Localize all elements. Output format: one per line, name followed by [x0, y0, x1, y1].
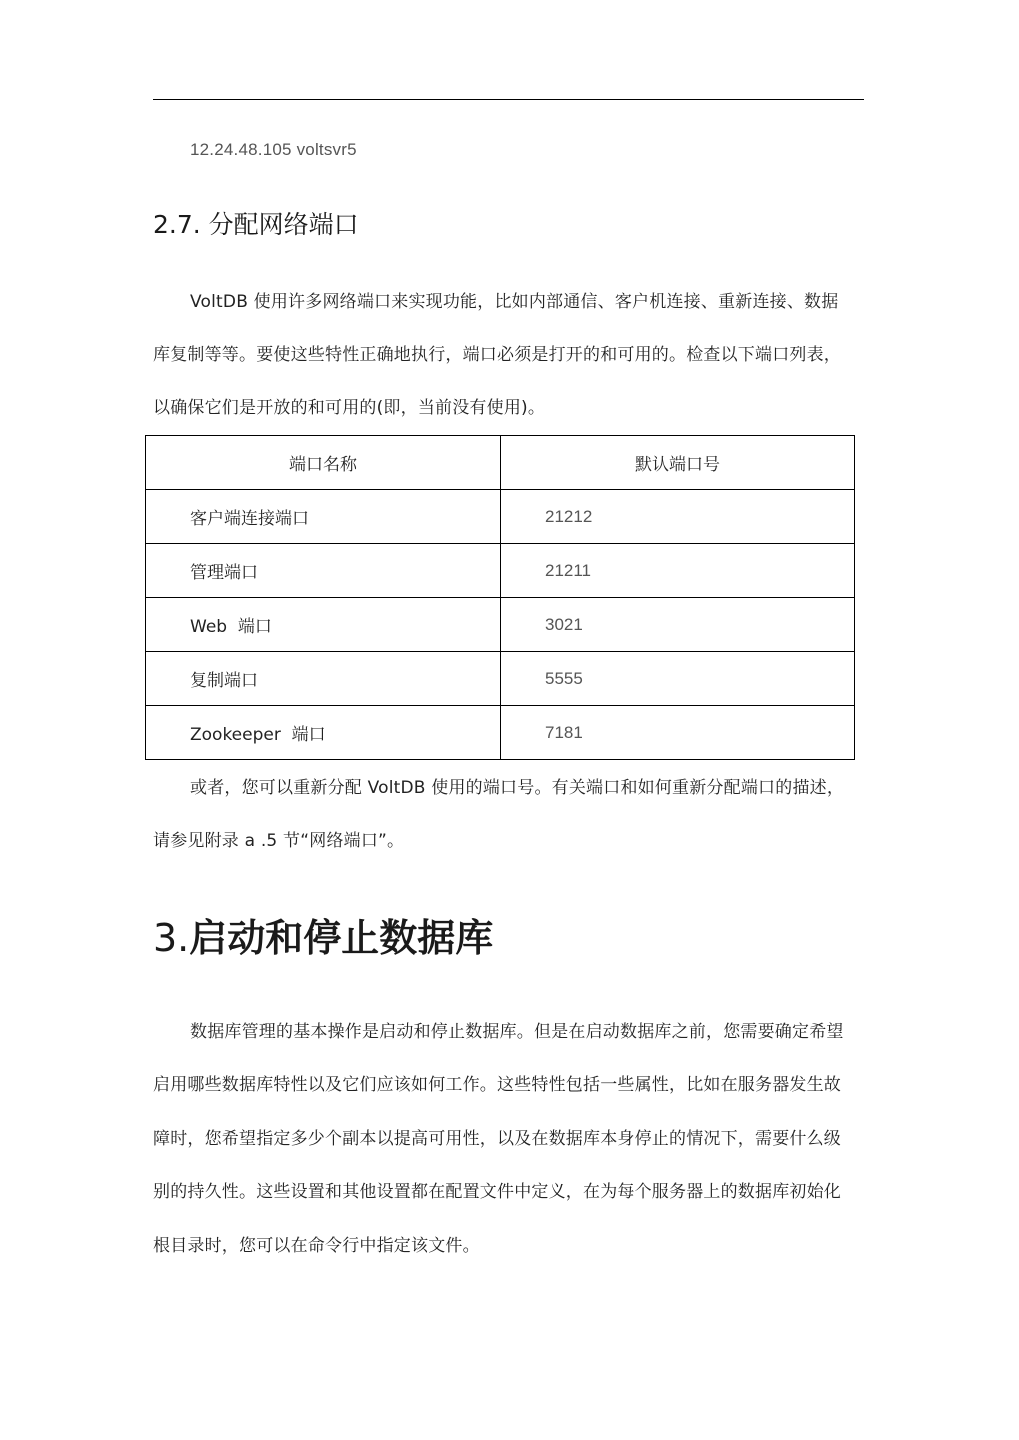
section-heading-3 [153, 912, 493, 964]
table-row [146, 544, 855, 598]
port-number: 5555 [501, 652, 855, 706]
table-row [146, 490, 855, 544]
port-name: 客户端连接端口 [146, 490, 501, 544]
paragraph-line: 以确保它们是开放的和可用的(即，当前没有使用)。 [153, 398, 546, 418]
host-entry: 12.24.48.105 voltsvr5 [190, 140, 357, 159]
section-number: 3. [153, 916, 190, 960]
header-default-port: 默认端口号 [501, 436, 855, 490]
port-name: 管理端口 [146, 544, 501, 598]
header-rule [153, 99, 864, 100]
paragraph-line: 库复制等等。要使这些特性正确地执行，端口必须是打开的和可用的。检查以下端口列表， [153, 345, 841, 365]
section-title: 启动和停止数据库 [189, 916, 494, 960]
table-row [146, 598, 855, 652]
port-name: 复制端口 [146, 652, 501, 706]
ports-table [145, 435, 855, 760]
port-number: 3021 [501, 598, 855, 652]
paragraph-line: 启用哪些数据库特性以及它们应该如何工作。这些特性包括一些属性，比如在服务器发生故 [153, 1075, 841, 1095]
paragraph-line: 或者，您可以重新分配 VoltDB 使用的端口号。有关端口和如何重新分配端口的描述， [190, 778, 845, 798]
paragraph-line: 请参见附录 a .5 节“网络端口”。 [153, 831, 405, 851]
paragraph-line: 别的持久性。这些设置和其他设置都在配置文件中定义，在为每个服务器上的数据库初始化 [153, 1182, 841, 1202]
paragraph-line: 根目录时，您可以在命令行中指定该文件。 [153, 1236, 480, 1256]
port-name: Web 端口 [146, 598, 501, 652]
port-number: 21211 [501, 544, 855, 598]
port-number: 21212 [501, 490, 855, 544]
table-row [146, 706, 855, 760]
table-row [146, 652, 855, 706]
port-name: Zookeeper 端口 [146, 706, 501, 760]
paragraph-line: 障时，您希望指定多少个副本以提高可用性，以及在数据库本身停止的情况下，需要什么级 [153, 1129, 841, 1149]
port-number: 7181 [501, 706, 855, 760]
section-heading-2-7: 2.7. 分配网络端口 [153, 210, 359, 239]
paragraph-line: 数据库管理的基本操作是启动和停止数据库。但是在启动数据库之前，您需要确定希望 [190, 1022, 844, 1042]
header-port-name: 端口名称 [146, 436, 501, 490]
table-header-row [146, 436, 855, 490]
paragraph-line: VoltDB 使用许多网络端口来实现功能，比如内部通信、客户机连接、重新连接、数据 [190, 292, 839, 312]
